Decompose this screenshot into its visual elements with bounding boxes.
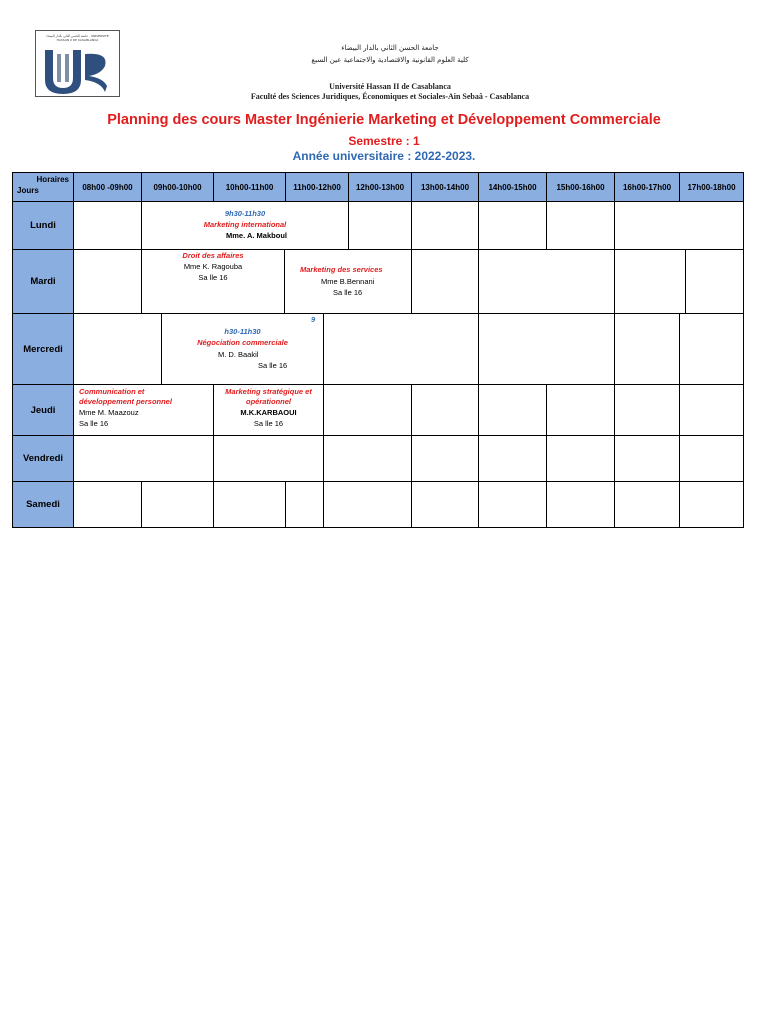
corner-jours: Jours [17, 186, 39, 195]
empty-slot [546, 435, 615, 482]
course-teacher: Mme K. Ragouba [183, 262, 243, 271]
empty-slot [679, 481, 744, 528]
course-room: Sa lle 16 [253, 419, 284, 428]
time-slot-header: 09h00-10h00 [141, 172, 214, 202]
course-time-part: 9 [311, 315, 316, 324]
time-slot-header: 15h00-16h00 [546, 172, 615, 202]
empty-slot [323, 435, 412, 482]
course-time: 9h30-11h30 [224, 209, 266, 218]
course-teacher: Mme B.Bennani [321, 277, 375, 286]
empty-slot [546, 201, 615, 250]
course-subject-line1: Marketing stratégique et [225, 387, 312, 396]
time-slot-header: 08h00 -09h00 [73, 172, 142, 202]
empty-slot [411, 435, 479, 482]
empty-slot [478, 313, 615, 385]
empty-slot [478, 249, 615, 314]
course-subject-line1: Communication et [79, 387, 145, 396]
empty-slot [141, 481, 214, 528]
course-teacher: M. D. Baakil [218, 350, 259, 359]
empty-slot [478, 481, 547, 528]
course-teacher: M.K.KARBAOUI [240, 408, 297, 417]
empty-slot [478, 384, 547, 436]
empty-slot [73, 201, 142, 250]
day-mardi: Mardi [12, 249, 74, 314]
course-subject: Marketing international [203, 220, 287, 229]
course-time: h30-11h30 [224, 327, 261, 336]
course-subject: Négociation commerciale [197, 338, 288, 347]
day-jeudi: Jeudi [12, 384, 74, 436]
course-subject: Droit des affaires [182, 251, 244, 260]
empty-slot [411, 481, 479, 528]
academic-year: Année universitaire : 2022-2023. [292, 149, 476, 163]
empty-slot [73, 313, 162, 385]
empty-slot [73, 481, 142, 528]
time-slot-header: 13h00-14h00 [411, 172, 479, 202]
empty-slot [614, 384, 680, 436]
arabic-faculty-name: كلية العلوم القانونية والاقتصادية والاجتماعية عين السبع [311, 56, 469, 64]
day-lundi: Lundi [12, 201, 74, 250]
empty-slot [213, 435, 324, 482]
course-block-lundi [141, 201, 349, 250]
course-teacher: Mme. A. Makboul [226, 231, 287, 240]
empty-slot [614, 201, 744, 250]
empty-slot [685, 249, 744, 314]
course-subject-line2: opérationnel [245, 397, 291, 406]
empty-slot [348, 201, 412, 250]
time-slot-header: 12h00-13h00 [348, 172, 412, 202]
faculty-name: Faculté des Sciences Juridiques, Économiques et Sociales-Ain Sebaâ - Casablanca [250, 92, 530, 101]
empty-slot [546, 481, 615, 528]
empty-slot [73, 249, 142, 314]
empty-slot [614, 481, 680, 528]
course-block-mardi-1 [141, 249, 285, 314]
course-block-mercredi [161, 313, 324, 385]
day-vendredi: Vendredi [12, 435, 74, 482]
page-title: Planning des cours Master Ingénierie Marketing et Développement Commerciale [107, 112, 661, 128]
empty-slot [411, 201, 479, 250]
arabic-university-name: جامعة الحسن الثاني بالدار البيضاء [341, 44, 439, 52]
empty-slot [478, 201, 547, 250]
empty-slot [614, 249, 686, 314]
empty-slot [73, 435, 214, 482]
time-slot-header: 17h00-18h00 [679, 172, 744, 202]
empty-slot [679, 313, 744, 385]
empty-slot [323, 384, 412, 436]
course-room: Sa lle 16 [258, 361, 288, 370]
time-slot-header: 14h00-15h00 [478, 172, 547, 202]
time-slot-header: 16h00-17h00 [614, 172, 680, 202]
empty-slot [546, 384, 615, 436]
course-block-jeudi-2 [213, 384, 324, 436]
course-room: Sa lle 16 [79, 419, 109, 428]
empty-slot [213, 481, 286, 528]
semester-label: Semestre : 1 [348, 134, 420, 148]
course-room: Sa lle 16 [198, 273, 228, 282]
empty-slot [679, 435, 744, 482]
empty-slot [323, 481, 412, 528]
day-samedi: Samedi [12, 481, 74, 528]
course-block-mardi-2 [284, 249, 412, 314]
logo-caption: جامعة الحسن الثاني بالدار البيضاء · UNIVERSITÉ HASSAN II DE CASABLANCA [46, 34, 109, 42]
day-mercredi: Mercredi [12, 313, 74, 385]
course-block-jeudi-1 [73, 384, 214, 436]
course-subject-line2: développement personnel [79, 397, 172, 406]
time-slot-header: 11h00-12h00 [285, 172, 349, 202]
empty-slot [614, 313, 680, 385]
course-room: Sa lle 16 [333, 288, 363, 297]
empty-slot [679, 384, 744, 436]
empty-slot [411, 384, 479, 436]
empty-slot [614, 435, 680, 482]
corner-horaires: Horaires [36, 175, 69, 184]
course-teacher: Mme M. Maazouz [79, 408, 139, 417]
empty-slot [478, 435, 547, 482]
empty-slot [323, 313, 479, 385]
empty-slot [285, 481, 324, 528]
university-name: Université Hassan II de Casablanca [329, 82, 451, 91]
course-subject: Marketing des services [300, 265, 383, 274]
time-slot-header: 10h00-11h00 [213, 172, 286, 202]
empty-slot [411, 249, 479, 314]
corner-header [12, 172, 74, 202]
